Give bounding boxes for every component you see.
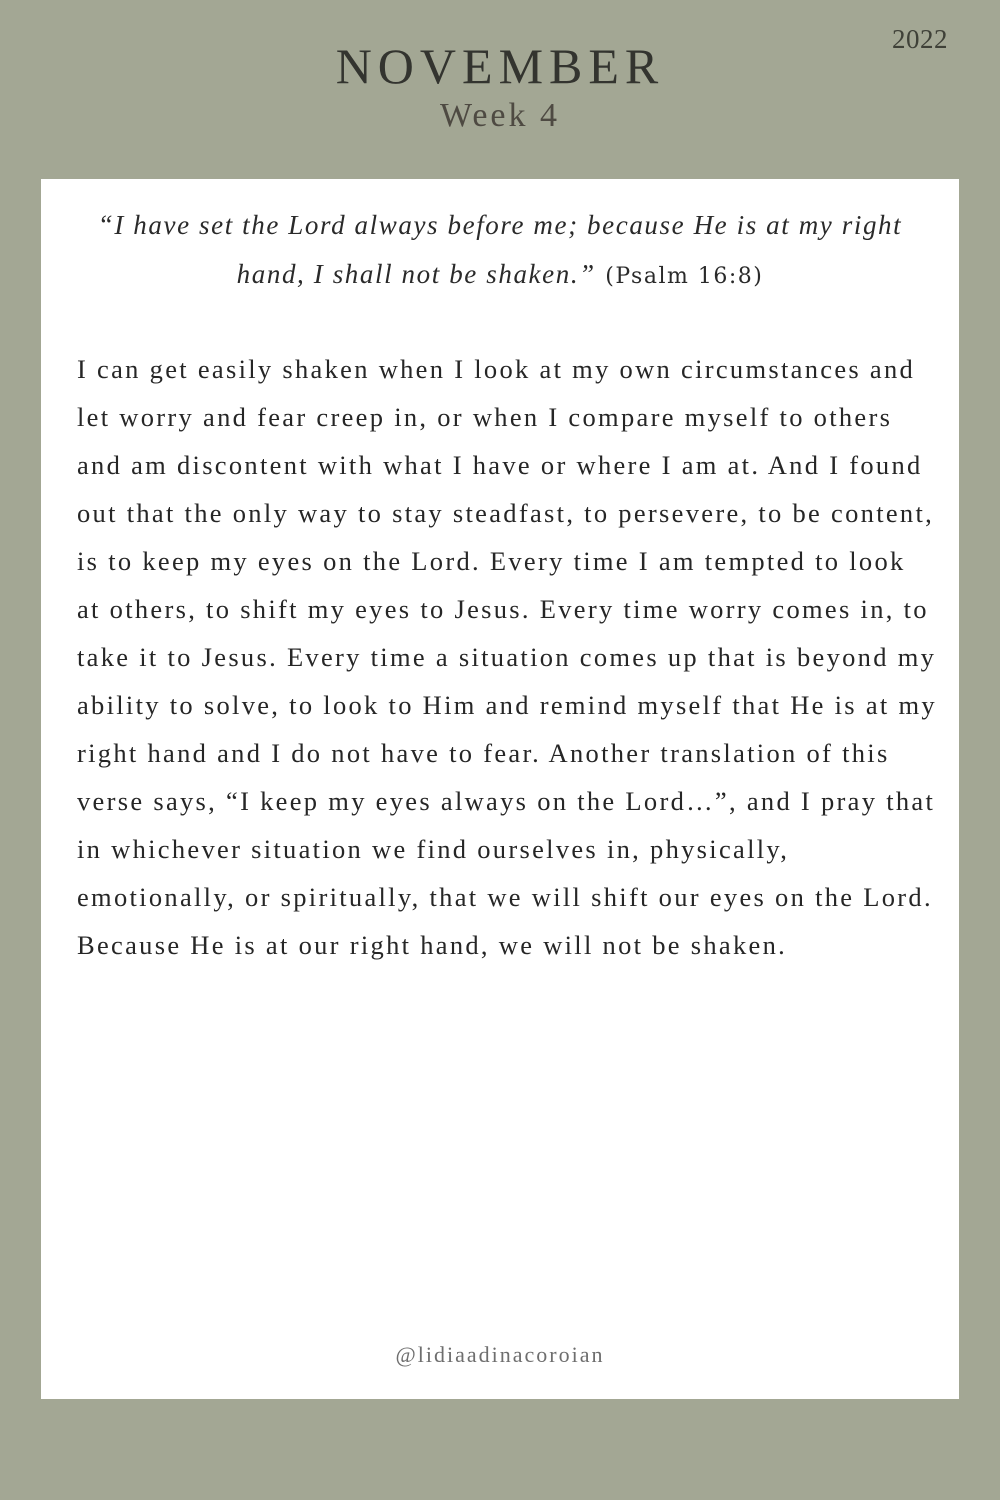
scripture-quote [81,201,919,301]
author-handle: @lidiaadinacoroian [395,1342,605,1367]
reflection-text: I can get easily shaken when I look at my own circumstances and let worry and fear creep in, or when I compare myself to others and am discontent with what I have or where I am at. And I found out that the only way to stay steadfast, to persevere, to be content, is to keep my eyes on the Lord. Every time I am tempted to look at others, to shift my eyes to Jesus. Every time worry comes in, to take it to Jesus. Every time a situation comes up that is beyond my ability to solve, to look to Him and remind myself that He is at my right hand and I do not have to fear. Another translation of this verse says, “I keep my eyes always on the Lord…”, and I pray that in whichever situation we find ourselves in, physically, emotionally, or spiritually, that we will shift our eyes on the Lord. Because He is at our right hand, we will not be shaken. [77,354,937,960]
scripture-verse: “I have set the Lord always before me; because He is at my right hand, I shall not be shaken.” [97,210,903,289]
devotional-card [41,179,959,1399]
year-label: 2022 [892,24,948,54]
scripture-reference: (Psalm 16:8) [605,264,764,289]
week-subtitle: Week 4 [439,97,561,134]
month-title: NOVEMBER [335,38,665,94]
page-header [0,38,1000,138]
